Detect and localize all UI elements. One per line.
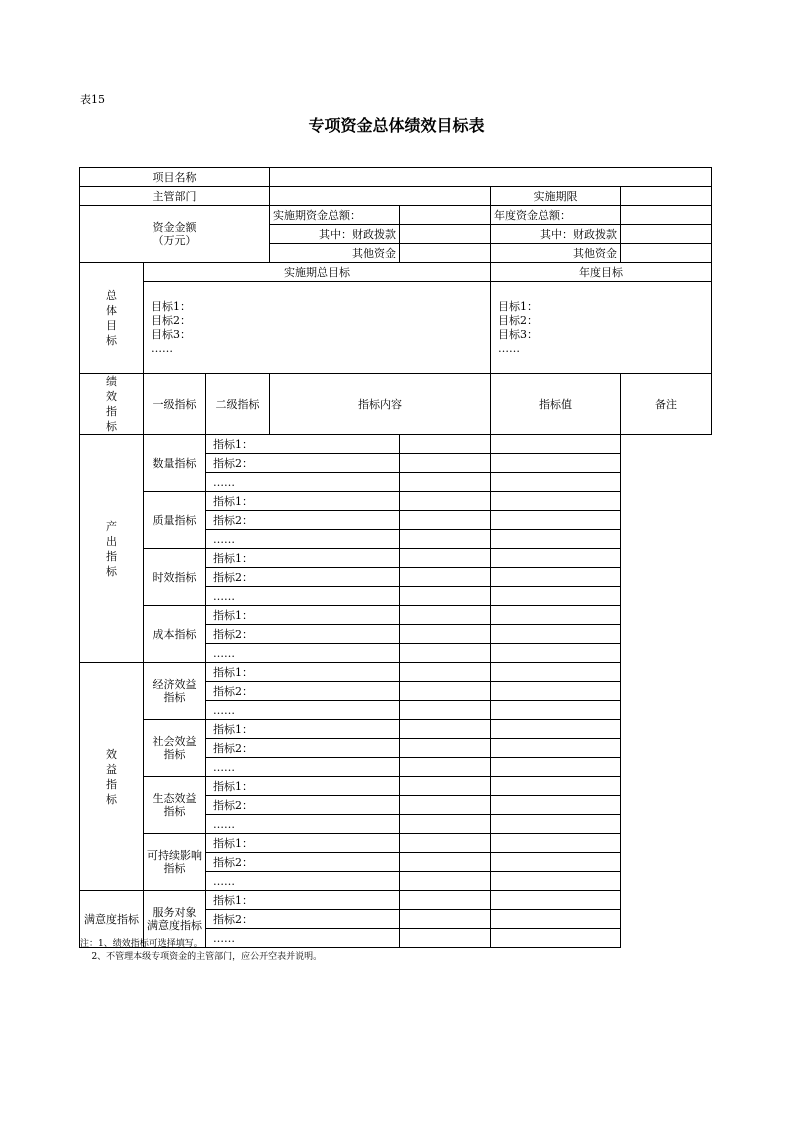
indicator-value-cell[interactable] [400, 739, 491, 758]
indicator-content-cell[interactable]: …… [206, 587, 400, 606]
project-name-label: 项目名称 [80, 168, 270, 187]
indicator-value-cell[interactable] [400, 606, 491, 625]
page-title: 专项资金总体绩效目标表 [308, 116, 485, 135]
overall-goals-label: 总 体 目 标 [80, 263, 144, 374]
indicator-content-cell[interactable]: 指标1： [206, 492, 400, 511]
indicator-note-cell[interactable] [491, 739, 621, 758]
indicator-content-cell[interactable]: 指标1： [206, 606, 400, 625]
period-label: 实施期限 [491, 187, 621, 206]
fiscal-label-annual: 其中：财政拨款 [491, 225, 621, 244]
total-period-fund-label: 实施期资金总额： [270, 206, 400, 225]
indicator-value-cell[interactable] [400, 796, 491, 815]
indicator-content-cell[interactable]: 指标2： [206, 568, 400, 587]
indicator-content-cell[interactable]: 指标1： [206, 891, 400, 910]
level1-output-label: 产 出 指 标 [80, 435, 144, 663]
indicator-note-cell[interactable] [491, 435, 621, 454]
indicator-row [80, 663, 712, 682]
level1-satisfaction-label: 满意度指标 [80, 891, 144, 948]
amount-label: 资金金额 （万元） [80, 206, 270, 263]
indicator-value-cell[interactable] [400, 663, 491, 682]
total-period-fund-field[interactable] [400, 206, 491, 225]
fiscal-field-annual[interactable] [621, 225, 712, 244]
indicator-value-cell[interactable] [400, 473, 491, 492]
indicator-note-cell[interactable] [491, 587, 621, 606]
indicator-content-cell[interactable]: 指标1： [206, 777, 400, 796]
indicator-value-cell[interactable] [400, 587, 491, 606]
level2-output-3-label: 成本指标 [144, 606, 206, 663]
level2-output-2-label: 时效指标 [144, 549, 206, 606]
indicator-content-cell[interactable]: …… [206, 644, 400, 663]
other-funds-field-period[interactable] [400, 244, 491, 263]
indicator-value-cell[interactable] [400, 720, 491, 739]
indicator-note-cell[interactable] [491, 834, 621, 853]
note-header: 备注 [621, 374, 712, 435]
level2-benefit-2-label: 生态效益 指标 [144, 777, 206, 834]
indicator-note-cell[interactable] [491, 511, 621, 530]
indicator-note-cell[interactable] [491, 701, 621, 720]
fiscal-label-period: 其中：财政拨款 [270, 225, 400, 244]
dept-label: 主管部门 [80, 187, 270, 206]
annual-goal-header: 年度目标 [491, 263, 712, 282]
indicator-content-cell[interactable]: …… [206, 530, 400, 549]
indicator-value-cell[interactable] [400, 492, 491, 511]
indicator-row [80, 435, 712, 454]
fiscal-field-period[interactable] [400, 225, 491, 244]
indicator-value-cell[interactable] [400, 530, 491, 549]
indicator-value-cell[interactable] [400, 511, 491, 530]
indicator-value-cell[interactable] [400, 853, 491, 872]
indicator-value-cell[interactable] [400, 568, 491, 587]
indicator-value-cell[interactable] [400, 701, 491, 720]
level2-header: 二级指标 [206, 374, 270, 435]
indicator-note-cell[interactable] [491, 872, 621, 891]
indicator-note-cell[interactable] [491, 853, 621, 872]
indicator-row [80, 549, 712, 568]
indicator-content-cell[interactable]: …… [206, 815, 400, 834]
indicator-note-cell[interactable] [491, 568, 621, 587]
indicator-value-cell[interactable] [400, 682, 491, 701]
indicator-value-cell[interactable] [400, 435, 491, 454]
indicator-note-cell[interactable] [491, 663, 621, 682]
level2-satisfaction-0-label: 服务对象 满意度指标 [144, 891, 206, 948]
level2-output-0-label: 数量指标 [144, 435, 206, 492]
indicator-note-cell[interactable] [491, 758, 621, 777]
indicator-row [80, 891, 712, 910]
indicator-note-cell[interactable] [491, 910, 621, 929]
annual-fund-label: 年度资金总额： [491, 206, 621, 225]
indicator-content-cell[interactable]: 指标2： [206, 910, 400, 929]
indicator-note-cell[interactable] [491, 530, 621, 549]
indicator-content-cell[interactable]: …… [206, 929, 400, 948]
indicator-content-cell[interactable]: 指标2： [206, 454, 400, 473]
indicator-note-cell[interactable] [491, 720, 621, 739]
indicator-note-cell[interactable] [491, 777, 621, 796]
annual-fund-field[interactable] [621, 206, 712, 225]
indicator-content-cell[interactable]: …… [206, 473, 400, 492]
value-header: 指标值 [491, 374, 621, 435]
indicator-content-cell[interactable]: …… [206, 758, 400, 777]
indicator-value-cell[interactable] [400, 777, 491, 796]
indicator-note-cell[interactable] [491, 549, 621, 568]
period-goal-header: 实施期总目标 [144, 263, 491, 282]
indicator-content-cell[interactable]: 指标2： [206, 511, 400, 530]
indicator-note-cell[interactable] [491, 473, 621, 492]
indicator-note-cell[interactable] [491, 682, 621, 701]
performance-indicators-label: 绩 效 指 标 [80, 374, 144, 435]
indicator-note-cell[interactable] [491, 815, 621, 834]
indicator-value-cell[interactable] [400, 910, 491, 929]
indicator-value-cell[interactable] [400, 815, 491, 834]
indicator-content-cell[interactable]: …… [206, 701, 400, 720]
indicator-note-cell[interactable] [491, 644, 621, 663]
annual-goal-field[interactable]: 目标1： 目标2： 目标3： …… [491, 282, 712, 374]
indicator-value-cell[interactable] [400, 644, 491, 663]
level2-output-1-label: 质量指标 [144, 492, 206, 549]
other-funds-label-period: 其他资金 [270, 244, 400, 263]
indicator-value-cell[interactable] [400, 872, 491, 891]
indicator-content-cell[interactable]: 指标2： [206, 625, 400, 644]
indicator-note-cell[interactable] [491, 891, 621, 910]
indicator-note-cell[interactable] [491, 606, 621, 625]
level2-benefit-0-label: 经济效益 指标 [144, 663, 206, 720]
indicator-content-cell[interactable]: 指标1： [206, 720, 400, 739]
period-goal-field[interactable]: 目标1： 目标2： 目标3： …… [144, 282, 491, 374]
performance-goal-table [79, 167, 712, 948]
footnote-1: 注：1、绩效指标可选择填写。 [80, 939, 203, 949]
indicator-value-cell[interactable] [400, 929, 491, 948]
indicator-note-cell[interactable] [491, 929, 621, 948]
indicator-value-cell[interactable] [400, 834, 491, 853]
footnotes [80, 938, 322, 964]
indicator-content-cell[interactable]: 指标2： [206, 682, 400, 701]
indicator-row [80, 777, 712, 796]
indicator-value-cell[interactable] [400, 891, 491, 910]
indicator-note-cell[interactable] [491, 625, 621, 644]
level1-header: 一级指标 [144, 374, 206, 435]
indicator-value-cell[interactable] [400, 454, 491, 473]
indicator-content-cell[interactable]: 指标1： [206, 435, 400, 454]
content-header: 指标内容 [270, 374, 491, 435]
dept-field[interactable] [270, 187, 491, 206]
level2-benefit-1-label: 社会效益 指标 [144, 720, 206, 777]
project-name-field[interactable] [270, 168, 712, 187]
indicator-note-cell[interactable] [491, 796, 621, 815]
indicator-content-cell[interactable]: 指标1： [206, 834, 400, 853]
indicator-value-cell[interactable] [400, 625, 491, 644]
indicator-content-cell[interactable]: 指标2： [206, 796, 400, 815]
indicator-note-cell[interactable] [491, 454, 621, 473]
indicator-value-cell[interactable] [400, 549, 491, 568]
other-funds-label-annual: 其他资金 [491, 244, 621, 263]
footnote-2: 2、不管理本级专项资金的主管部门，应公开空表并说明。 [80, 952, 323, 962]
indicator-content-cell[interactable]: …… [206, 872, 400, 891]
indicator-row [80, 492, 712, 511]
indicator-content-cell[interactable]: 指标2： [206, 739, 400, 758]
indicator-row [80, 720, 712, 739]
indicator-content-cell[interactable]: 指标1： [206, 549, 400, 568]
indicator-content-cell[interactable]: 指标1： [206, 663, 400, 682]
other-funds-field-annual[interactable] [621, 244, 712, 263]
indicator-value-cell[interactable] [400, 758, 491, 777]
indicator-note-cell[interactable] [491, 492, 621, 511]
table-number: 表15 [80, 93, 105, 106]
period-field[interactable] [621, 187, 712, 206]
level2-benefit-3-label: 可持续影响 指标 [144, 834, 206, 891]
indicator-row [80, 834, 712, 853]
level1-benefit-label: 效 益 指 标 [80, 663, 144, 891]
indicator-content-cell[interactable]: 指标2： [206, 853, 400, 872]
indicator-row [80, 606, 712, 625]
